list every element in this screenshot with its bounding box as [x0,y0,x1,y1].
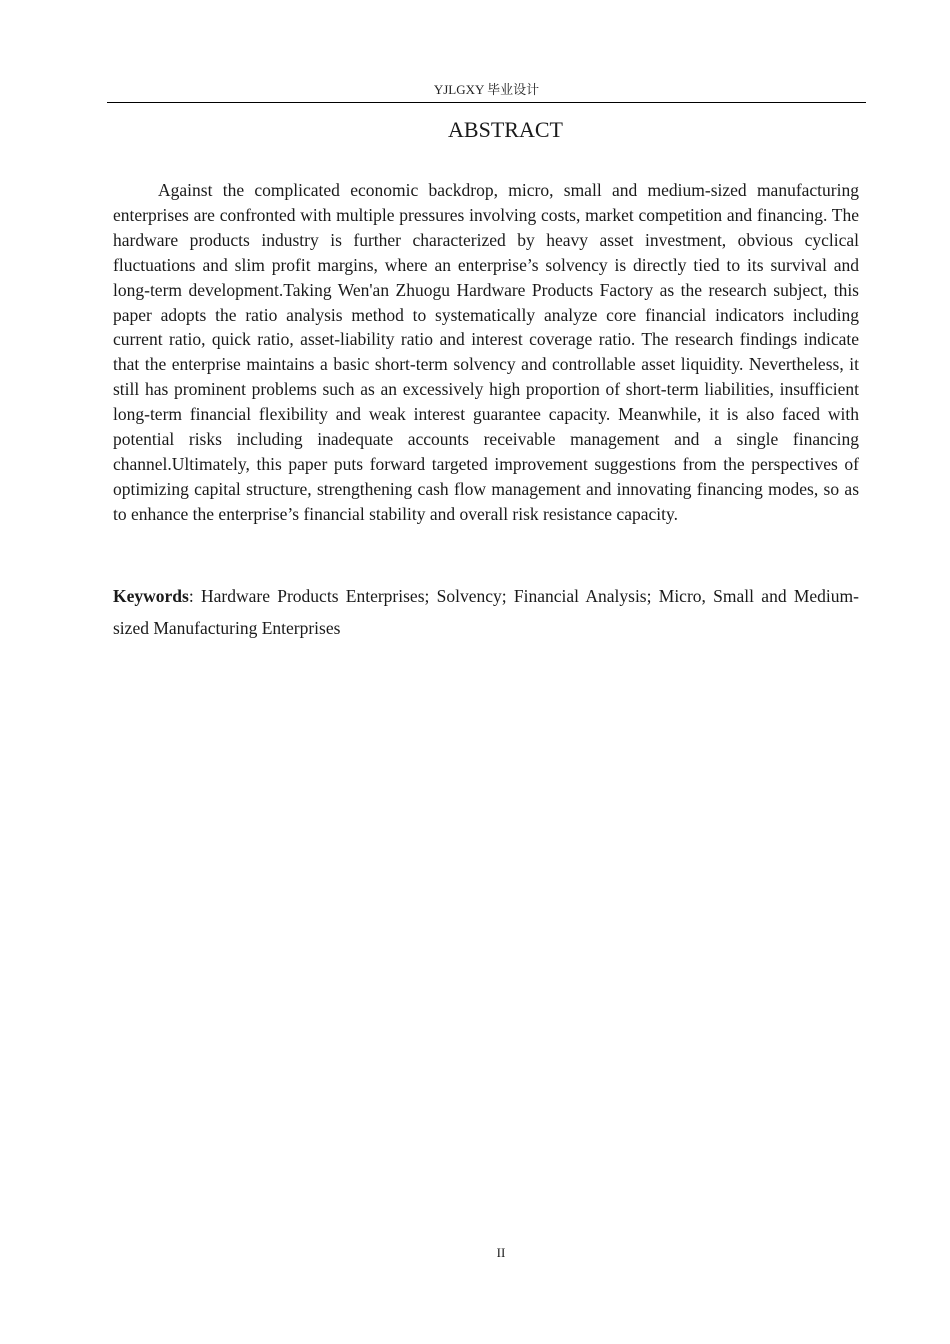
abstract-body: Against the complicated economic backdrop, micro, small and medium-sized manufacturing enterprises are confronted with multiple pressures involving costs, market competition and financing. The hardware products industry is further characterized by heavy asset investment, obvious cyclical fluctuations and slim profit margins, where an enterprise’s solvency is directly tied to its survival and long-term development.Taking Wen'an Zhuogu Hardware Products Factory as the research subject, this paper adopts the ratio analysis method to systematically analyze core financial indicators including current ratio, quick ratio, asset-liability ratio and interest coverage ratio. The research findings indicate that the enterprise maintains a basic short-term solvency and controllable asset liquidity. Nevertheless, it still has prominent problems such as an excessively high proportion of short-term liabilities, insufficient long-term financial flexibility and weak interest guarantee capacity. Meanwhile, it is also faced with potential risks including inadequate accounts receivable management and a single financing channel.Ultimately, this paper puts forward targeted improvement suggestions from the perspectives of optimizing capital structure, strengthening cash flow management and innovating financing modes, so as to enhance the enterprise’s financial stability and overall risk resistance capacity. [113,180,859,524]
abstract-title: ABSTRACT [448,117,563,142]
keywords-paragraph [113,580,859,644]
keywords-label: Keywords [113,586,189,606]
keywords-text: Hardware Products Enterprises; Solvency; Financial Analysis; Micro, Small and Medium-sized Manufacturing Enterprises [113,586,859,638]
keywords-separator: : [188,586,201,606]
page-header [107,80,866,103]
header-text: YJLGXY 毕业设计 [433,82,540,97]
page-number: II [496,1245,506,1260]
